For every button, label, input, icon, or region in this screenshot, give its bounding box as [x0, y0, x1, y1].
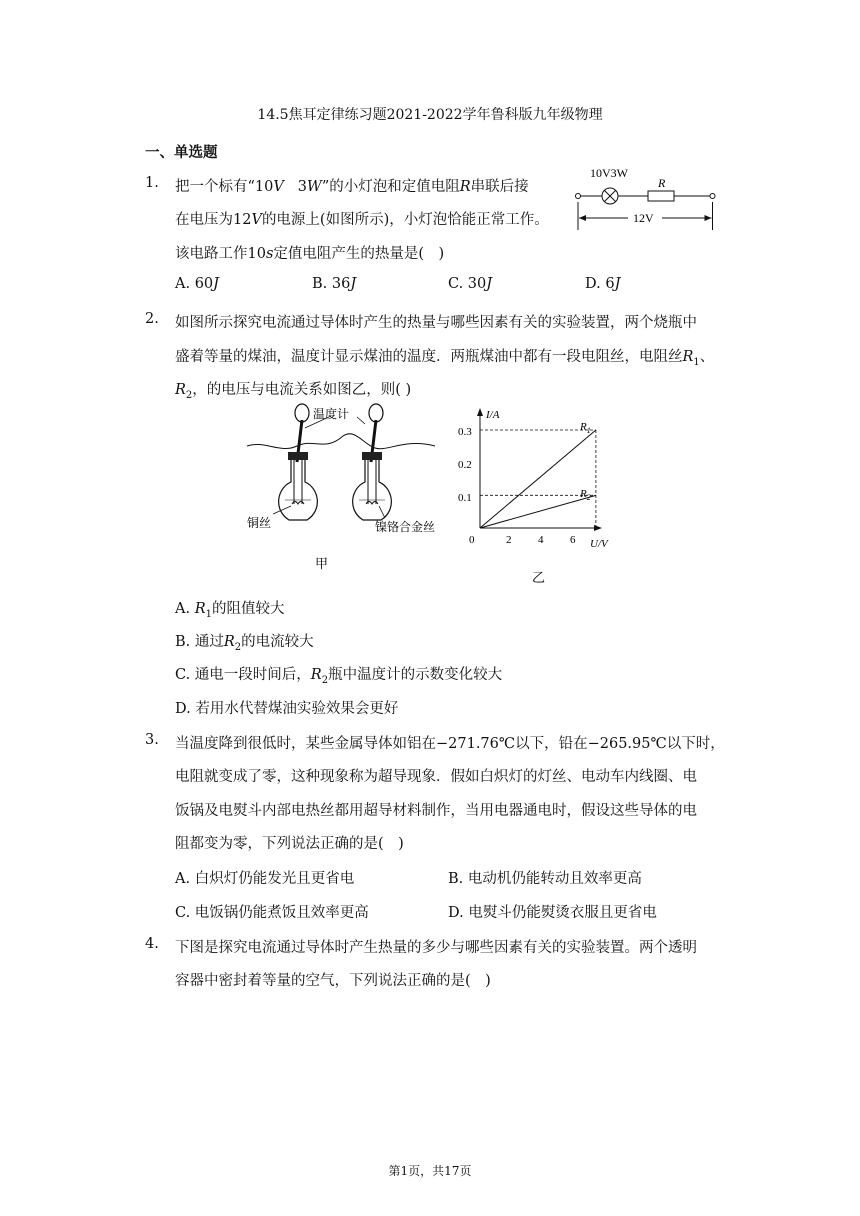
figure-jia-caption: 甲 — [315, 556, 329, 571]
q3-line4: 阻都变为零，下列说法正确的是( ) — [175, 836, 404, 852]
q2-figure-yi-chart — [450, 400, 630, 585]
q3-option-d[interactable]: D. 电熨斗仍能熨烫衣服且更省电 — [448, 905, 657, 921]
page-title: 14.5焦耳定律练习题2021-2022学年鲁科版九年级物理 — [257, 107, 603, 123]
q2-option-a[interactable]: A. $R_1$的阻值较大 — [175, 601, 285, 620]
y-tick-0.3: 0.3 — [458, 426, 472, 438]
resistor-symbol — [648, 191, 674, 201]
wire-curve — [247, 434, 435, 449]
q2-option-c[interactable]: C. 通电一段时间后，$R_2$瓶中温度计的示数变化较大 — [175, 667, 503, 686]
q4-line1: 下图是探究电流通过导体时产生热量的多少与哪些因素有关的实验装置。两个透明 — [175, 940, 697, 956]
nichrome-label: 镍铬合金丝 — [375, 520, 436, 534]
flask-left — [279, 452, 318, 520]
lamp-label: 10V3W — [590, 166, 628, 180]
q2-number: 2. — [145, 311, 159, 327]
q4-number: 4. — [145, 936, 159, 952]
section-heading: 一、单选题 — [145, 145, 218, 161]
copper-label: 铜丝 — [247, 516, 272, 530]
q3-line2: 电阻就变成了零，这种现象称为超导现象．假如白炽灯的灯丝、电动车内线圈、电 — [175, 769, 697, 785]
y-axis-label: I/A — [486, 409, 500, 421]
q1-line1: 把一个标有“10V 3W”的小灯泡和定值电阻R串联后接 — [175, 179, 529, 195]
q3-option-a[interactable]: A. 白炽灯仍能发光且更省电 — [175, 871, 355, 887]
voltage-label: 12V — [633, 211, 654, 225]
q2-line3: $R_2$，的电压与电流关系如图乙，则( ) — [175, 382, 412, 401]
thermometer-label: 温度计 — [313, 407, 350, 421]
x-tick-4: 4 — [538, 534, 544, 546]
series-label-r1: $R_1$ — [580, 421, 591, 435]
q3-number: 3. — [145, 732, 159, 748]
y-tick-0.2: 0.2 — [458, 459, 472, 471]
x-tick-0: 0 — [469, 534, 475, 546]
q3-line1: 当温度降到很低时，某些金属导体如铝在−271.76℃以下，铅在−265.95℃以下时， — [175, 736, 725, 752]
x-tick-6: 6 — [570, 534, 576, 546]
q1-circuit-diagram — [570, 160, 720, 236]
q1-option-c[interactable]: C. 30J — [448, 276, 493, 292]
q3-option-c[interactable]: C. 电饭锅仍能煮饭且效率更高 — [175, 905, 369, 921]
r1-line — [480, 430, 596, 528]
q1-line2: 在电压为12V的电源上(如图所示)，小灯泡恰能正常工作。 — [175, 212, 549, 228]
q1-option-d[interactable]: D. 6J — [585, 276, 621, 292]
terminal-right — [710, 194, 715, 199]
r2-line — [480, 495, 596, 528]
q1-line3: 该电路工作10s定值电阻产生的热量是( ) — [175, 246, 445, 262]
q2-line2: 盛着等量的煤油，温度计显示煤油的温度．两瓶煤油中都有一段电阻丝，电阻丝$R_1$、 — [175, 349, 715, 368]
q1-option-a[interactable]: A. 60J — [175, 276, 219, 292]
q2-option-d[interactable]: D. 若用水代替煤油实验效果会更好 — [175, 701, 399, 717]
terminal-left — [576, 194, 581, 199]
q2-figure-jia — [245, 400, 440, 580]
y-tick-0.1: 0.1 — [458, 492, 472, 504]
q3-line3: 饭锅及电熨斗内部电热丝都用超导材料制作，当用电器通电时，假设这些导体的电 — [175, 803, 697, 819]
x-axis-label: U/V — [590, 538, 608, 550]
figure-yi-caption: 乙 — [532, 570, 546, 585]
x-tick-2: 2 — [506, 534, 512, 546]
page-footer: 第1页，共17页 — [388, 1164, 472, 1178]
q2-option-b[interactable]: B. 通过$R_2$的电流较大 — [175, 634, 314, 653]
q1-option-b[interactable]: B. 36J — [312, 276, 357, 292]
series-label-r2: R — [580, 488, 587, 500]
q3-option-b[interactable]: B. 电动机仍能转动且效率更高 — [448, 871, 642, 887]
lamp-symbol — [602, 188, 618, 204]
q4-line2: 容器中密封着等量的空气，下列说法正确的是( ) — [175, 973, 491, 989]
q1-number: 1. — [145, 175, 159, 191]
q2-line1: 如图所示探究电流通过导体时产生的热量与哪些因素有关的实验装置，两个烧瓶中 — [175, 315, 697, 331]
flask-right — [353, 452, 392, 520]
resistor-label: R — [658, 176, 666, 190]
